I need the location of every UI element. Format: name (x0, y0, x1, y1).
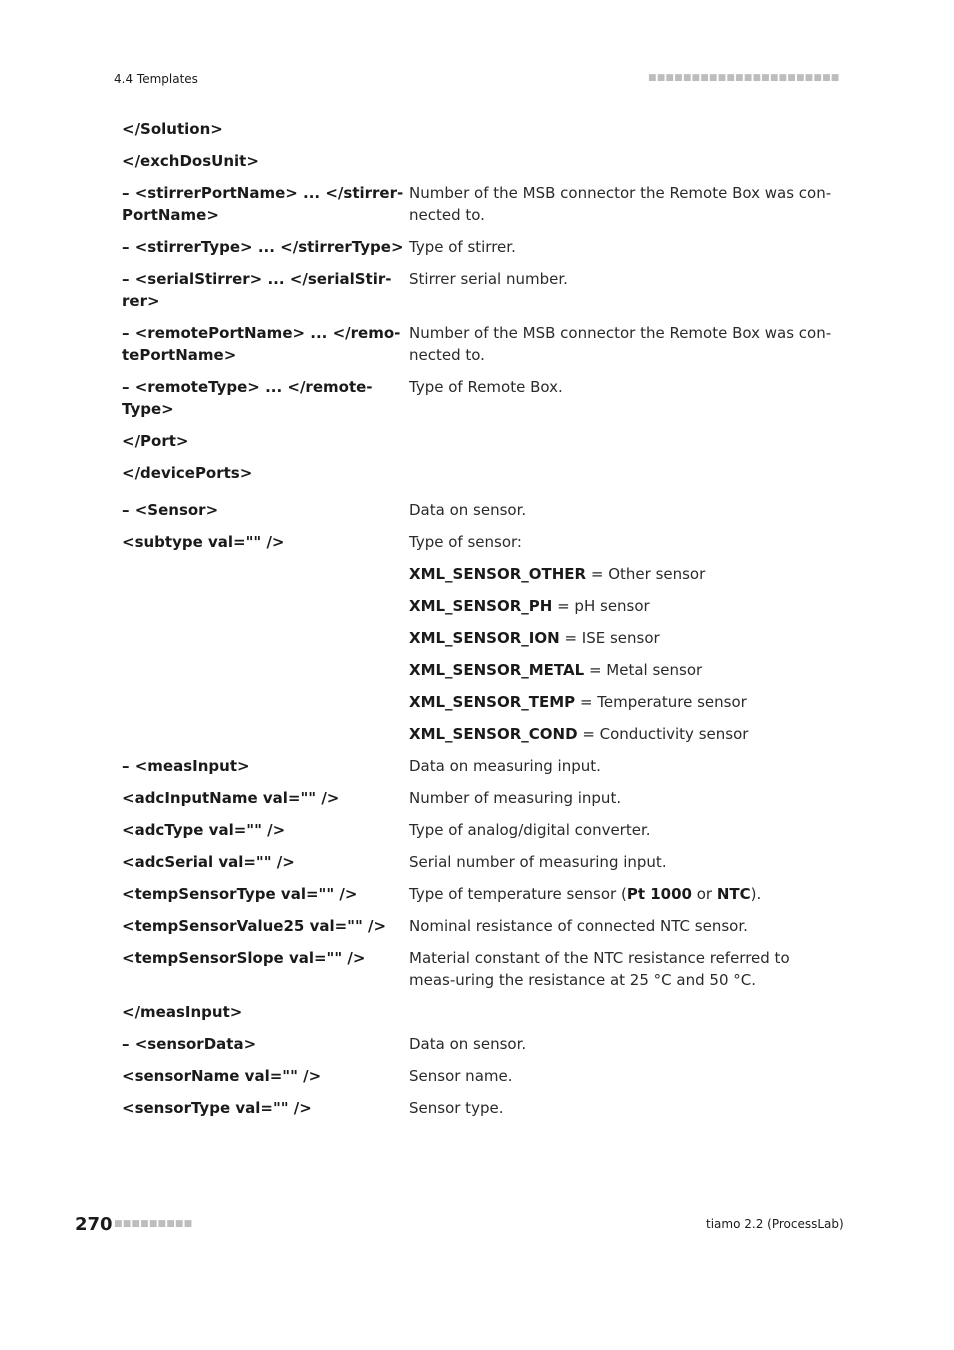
table-row (122, 947, 832, 991)
tag-description: Sensor type. (409, 1099, 504, 1117)
running-header-section: 4.4 Templates (114, 72, 198, 86)
footer-decoration: ■■■■■■■■■ (114, 1219, 193, 1229)
xml-tag: – <remotePortName> ... </remo-tePortName> (122, 324, 401, 364)
xml-tag: </devicePorts> (122, 464, 253, 482)
xml-tag: </Solution> (122, 120, 223, 138)
table-row (122, 322, 832, 366)
xml-tag: <adcType val="" /> (122, 821, 286, 839)
tag-description: Type of Remote Box. (409, 378, 563, 396)
xml-tag: – <Sensor> (122, 501, 219, 519)
table-row (122, 915, 832, 937)
table-row (122, 1097, 832, 1119)
xml-tag: – <measInput> (122, 757, 250, 775)
xml-tag: – <stirrerPortName> ... </stirrer-PortName> (122, 184, 404, 224)
tag-description: Sensor name. (409, 1067, 513, 1085)
sensor-type-option (122, 563, 832, 585)
xml-tag: <subtype val="" /> (122, 533, 285, 551)
sensor-type-option (122, 627, 832, 649)
tag-description: Type of analog/digital converter. (409, 821, 651, 839)
xml-tag: </Port> (122, 432, 189, 450)
tag-description (409, 430, 832, 452)
sensor-type-code: XML_SENSOR_OTHER (409, 565, 587, 583)
xml-tag: <tempSensorValue25 val="" /> (122, 917, 387, 935)
table-row (122, 499, 832, 521)
tag-description (409, 1001, 832, 1023)
xml-tag: <tempSensorType val="" /> (122, 885, 358, 903)
tag-description: Data on measuring input. (409, 757, 601, 775)
xml-reference-table (122, 118, 832, 1129)
table-row (122, 268, 832, 312)
tag-description: Serial number of measuring input. (409, 853, 667, 871)
table-row (122, 118, 832, 140)
product-name: tiamo 2.2 (ProcessLab) (706, 1217, 844, 1231)
table-row (122, 376, 832, 420)
tag-description: Type of temperature sensor (Pt 1000 or NTC). (409, 885, 762, 903)
tag-description (409, 462, 832, 484)
xml-tag: – <sensorData> (122, 1035, 257, 1053)
xml-tag: – <stirrerType> ... </stirrerType> (122, 238, 404, 256)
table-row (122, 150, 832, 172)
table-row (122, 462, 832, 484)
tag-description: Type of sensor: (409, 533, 522, 551)
xml-tag: <sensorType val="" /> (122, 1099, 312, 1117)
table-row (122, 182, 832, 226)
table-row (122, 1001, 832, 1023)
xml-tag: <adcSerial val="" /> (122, 853, 295, 871)
tag-description (409, 118, 832, 140)
sensor-type-code: XML_SENSOR_PH (409, 597, 553, 615)
tag-description: Type of stirrer. (409, 238, 516, 256)
sensor-type-code: XML_SENSOR_METAL (409, 661, 585, 679)
sensor-type-label: = Other sensor (590, 565, 706, 583)
xml-tag: </measInput> (122, 1003, 243, 1021)
sensor-type-option (122, 595, 832, 617)
sensor-type-option (122, 659, 832, 681)
xml-tag: </exchDosUnit> (122, 152, 259, 170)
option-ntc: NTC (716, 885, 751, 903)
table-row (122, 819, 832, 841)
table-row (122, 883, 832, 905)
sensor-type-label: = Metal sensor (588, 661, 703, 679)
tag-description: Data on sensor. (409, 1035, 527, 1053)
tag-description: Stirrer serial number. (409, 270, 568, 288)
xml-tag: <adcInputName val="" /> (122, 789, 340, 807)
sensor-type-code: XML_SENSOR_TEMP (409, 693, 576, 711)
table-row (122, 236, 832, 258)
table-row (122, 787, 832, 809)
tag-description: Data on sensor. (409, 501, 527, 519)
option-pt1000: Pt 1000 (626, 885, 692, 903)
sensor-type-code: XML_SENSOR_ION (409, 629, 560, 647)
tag-description: Nominal resistance of connected NTC sensor. (409, 917, 748, 935)
xml-tag: – <remoteType> ... </remote-Type> (122, 378, 373, 418)
sensor-type-code: XML_SENSOR_COND (409, 725, 578, 743)
table-row (122, 531, 832, 553)
xml-tag: – <serialStirrer> ... </serialStir-rer> (122, 270, 392, 310)
table-row (122, 851, 832, 873)
page-number: 270 (75, 1214, 113, 1235)
sensor-type-option (122, 691, 832, 713)
header-decoration: ■■■■■■■■■■■■■■■■■■■■■■ (648, 73, 840, 83)
sensor-type-option (122, 723, 832, 745)
table-row (122, 1033, 832, 1055)
table-row (122, 755, 832, 777)
sensor-type-label: = ISE sensor (564, 629, 660, 647)
xml-tag: <sensorName val="" /> (122, 1067, 322, 1085)
tag-description: Number of the MSB connector the Remote Box was con-nected to. (409, 324, 832, 364)
sensor-type-label: = pH sensor (557, 597, 650, 615)
xml-tag: <tempSensorSlope val="" /> (122, 949, 366, 967)
tag-description (409, 150, 832, 172)
tag-description: Number of the MSB connector the Remote Box was con-nected to. (409, 184, 832, 224)
sensor-type-label: = Conductivity sensor (582, 725, 749, 743)
table-row (122, 1065, 832, 1087)
tag-description: Material constant of the NTC resistance referred to meas-uring the resistance at 25 °C and 50 °C. (409, 949, 790, 989)
sensor-type-label: = Temperature sensor (579, 693, 747, 711)
table-row (122, 430, 832, 452)
tag-description: Number of measuring input. (409, 789, 622, 807)
